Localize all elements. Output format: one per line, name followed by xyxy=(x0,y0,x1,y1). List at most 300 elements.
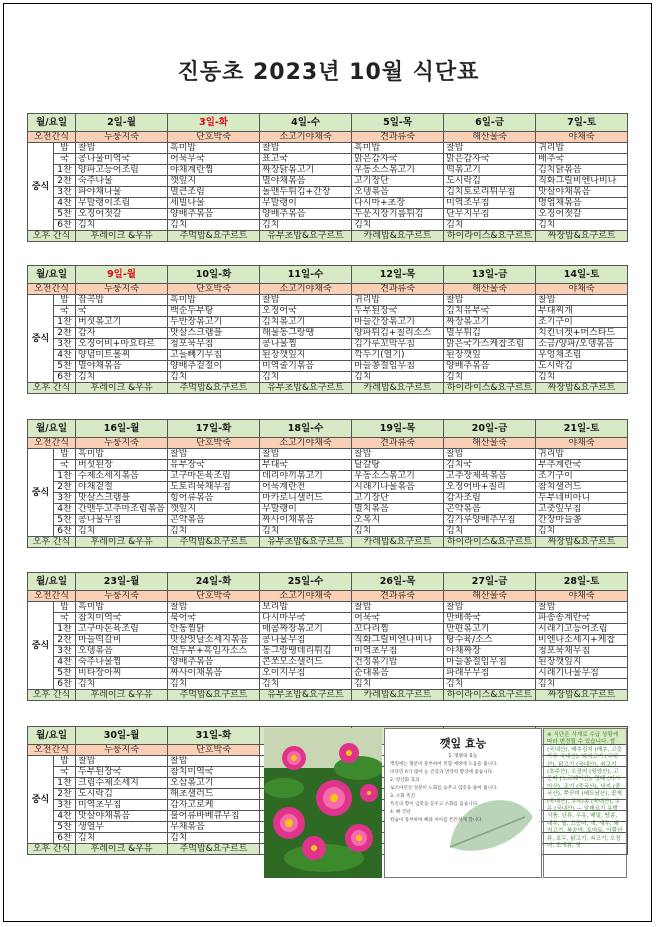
menu-item: 찰밥 xyxy=(536,295,628,306)
menu-item: 김치 xyxy=(260,526,352,537)
am-snack: 견과류죽 xyxy=(352,591,444,602)
week-label: 월/요일 xyxy=(28,420,76,438)
menu-item: 데리야끼볶고기 xyxy=(260,471,352,482)
row-label: 6찬 xyxy=(54,220,76,231)
am-snack: 단호박죽 xyxy=(168,438,260,449)
menu-item: 귀리밥 xyxy=(536,449,628,460)
menu-item: 미역조무침 xyxy=(444,198,536,209)
menu-item: 야채짜장 xyxy=(444,646,536,657)
menu-item: 건정볶기밥 xyxy=(352,657,444,668)
menu-item: 흑미밥 xyxy=(76,602,168,613)
row-label: 1찬 xyxy=(54,317,76,328)
am-snack: 소고기야채죽 xyxy=(260,591,352,602)
menu-item: 찰밥 xyxy=(76,756,168,767)
menu-item: 콩나물무침 xyxy=(76,515,168,526)
pm-snack: 하이라이스&요구르트 xyxy=(444,690,536,701)
perilla-line: 비타민 A가 많아 눈 건강과 면역력 향상에 좋습니다. xyxy=(390,770,494,775)
menu-item: 오뎅볶음 xyxy=(76,646,168,657)
pm-snack: 주먹밥&요구르트 xyxy=(168,231,260,242)
perilla-heading: 1. 영양의 효능 xyxy=(448,754,478,759)
menu-item: 오복지 xyxy=(352,515,444,526)
menu-item: 멸무튀김 xyxy=(444,328,536,339)
menu-item: 멸야채볶음 xyxy=(76,361,168,372)
day-header: 14일-토 xyxy=(536,266,628,284)
row-label: 밥 xyxy=(54,756,76,767)
menu-item: 만배쭉국 xyxy=(444,613,536,624)
menu-item: 된장깻잎지 xyxy=(260,350,352,361)
pm-snack: 하이라이스&요구르트 xyxy=(444,537,536,548)
menu-item: 맛살엿날소세지볶음 xyxy=(168,635,260,646)
week-table-2 xyxy=(27,265,628,394)
menu-item: 맛살야채볶음 xyxy=(76,811,168,822)
pm-snack: 짜장밥&요구르트 xyxy=(536,690,628,701)
menu-item: 떡볶고기 xyxy=(444,165,536,176)
menu-item: 찰밥 xyxy=(260,143,352,154)
cosmos-flower-photo xyxy=(264,728,382,878)
row-label: 4찬 xyxy=(54,198,76,209)
menu-item: 찰밥 xyxy=(260,449,352,460)
day-header: 6일-금 xyxy=(444,114,536,132)
pm-snack: 주먹밥&요구르트 xyxy=(168,690,260,701)
menu-item: 보리밥 xyxy=(260,602,352,613)
pm-snack-label: 오후 간식 xyxy=(28,231,76,242)
menu-item: 김치 xyxy=(352,679,444,690)
menu-item: 오뎅볶음 xyxy=(352,187,444,198)
menu-item: 고기장단 xyxy=(352,493,444,504)
menu-item: 만편볶고기 xyxy=(444,624,536,635)
menu-item: 해초샐러드 xyxy=(168,789,260,800)
menu-item: 직화그릴비엔나비나 xyxy=(352,635,444,646)
menu-item: 국 xyxy=(76,306,168,317)
perilla-line: 로즈마린산 성분이 노화를 늦추고 염증을 줄여 줍니다. xyxy=(390,786,498,791)
lunch-label: 중식 xyxy=(28,602,54,690)
perilla-line: 깻잎에는 철분이 풍부하여 빈혈 예방에 도움을 줍니다. xyxy=(390,762,498,767)
menu-item: 수제소세지볶음 xyxy=(76,471,168,482)
am-snack: 해산물죽 xyxy=(444,591,536,602)
menu-item: 돌맨두튀김+간장 xyxy=(260,187,352,198)
day-header: 4일-수 xyxy=(260,114,352,132)
menu-item: 미역줄기볶음 xyxy=(260,361,352,372)
menu-item: 김치 xyxy=(168,679,260,690)
perilla-line: 4. 뼈 건강 xyxy=(390,810,411,815)
menu-item: 맑은감자국 xyxy=(444,154,536,165)
menu-item: 힝어류볶음 xyxy=(168,493,260,504)
pm-snack: 하이라이스&요구르트 xyxy=(444,231,536,242)
menu-item: 김치 xyxy=(76,372,168,383)
day-header: 9일-월 xyxy=(76,266,168,284)
pm-snack-label: 오후 간식 xyxy=(28,537,76,548)
menu-item: 깻잎지 xyxy=(168,176,260,187)
row-label: 5찬 xyxy=(54,209,76,220)
menu-item: 오징어국 xyxy=(260,306,352,317)
menu-item: 멸야채볶음 xyxy=(260,176,352,187)
pm-snack: 유부초밥&요구르트 xyxy=(260,383,352,394)
menu-item: 소금/양파/오뎅볶음 xyxy=(536,339,628,350)
menu-item: 표고국 xyxy=(260,154,352,165)
menu-item: 김치닭볶음 xyxy=(536,165,628,176)
row-label: 6찬 xyxy=(54,679,76,690)
menu-item: 흑미밥 xyxy=(76,449,168,460)
day-header: 13일-금 xyxy=(444,266,536,284)
menu-item: 두부된장국 xyxy=(352,306,444,317)
day-header: 5일-목 xyxy=(352,114,444,132)
menu-item: 오이지무침 xyxy=(260,668,352,679)
day-header: 26일-목 xyxy=(352,573,444,591)
menu-item: 무말랭이 xyxy=(260,504,352,515)
lunch-label: 중식 xyxy=(28,295,54,383)
am-snack: 견과류죽 xyxy=(352,132,444,143)
menu-item: 김가루양배추무침 xyxy=(444,515,536,526)
menu-item: 김가루꼬막무침 xyxy=(352,339,444,350)
week-label: 월/요일 xyxy=(28,573,76,591)
row-label: 국 xyxy=(54,767,76,778)
menu-item: 찰밥 xyxy=(168,602,260,613)
menu-item: 생열무 xyxy=(76,822,168,833)
menu-item: 버섯된장 xyxy=(76,460,168,471)
menu-item: 김치 xyxy=(168,220,260,231)
menu-item: 김치 xyxy=(536,220,628,231)
am-snack: 해산물죽 xyxy=(444,438,536,449)
menu-item: 양념미트볼찌 xyxy=(76,350,168,361)
menu-item: 마늘쫑절임무침 xyxy=(352,361,444,372)
am-snack: 소고기야채죽 xyxy=(260,438,352,449)
row-label: 1찬 xyxy=(54,624,76,635)
am-snack-label: 오전간식 xyxy=(28,438,76,449)
menu-item: 청포묵채무침 xyxy=(536,646,628,657)
menu-item: 부대국 xyxy=(260,460,352,471)
menu-item: 찰밥 xyxy=(444,295,536,306)
week-table-3 xyxy=(27,419,628,548)
pm-snack-label: 오후 간식 xyxy=(28,690,76,701)
perilla-benefits-panel xyxy=(384,728,542,878)
menu-item: 도토리묵채무침 xyxy=(168,482,260,493)
menu-item: 찰밥 xyxy=(444,449,536,460)
menu-item: 불어류바베큐무침 xyxy=(168,811,260,822)
menu-item: 양배추볶음 xyxy=(260,209,352,220)
menu-item: 김치국 xyxy=(444,460,536,471)
menu-item: 두운지장기름튀김 xyxy=(352,209,444,220)
menu-item: 귀리밥 xyxy=(352,295,444,306)
pm-snack: 주먹밥&요구르트 xyxy=(168,383,260,394)
perilla-line: 특유의 향이 입맛을 돋우고 소화를 돕습니다. xyxy=(390,802,479,807)
row-label: 4찬 xyxy=(54,350,76,361)
lunch-label: 중식 xyxy=(28,449,54,537)
menu-item: 우동소스볶고기 xyxy=(352,165,444,176)
row-label: 1찬 xyxy=(54,778,76,789)
page-title: 진동초 2023년 10월 식단표 xyxy=(177,60,480,85)
row-label: 1찬 xyxy=(54,165,76,176)
row-label: 국 xyxy=(54,154,76,165)
menu-item: 잡곡밥 xyxy=(76,295,168,306)
am-snack: 소고기야채죽 xyxy=(260,132,352,143)
menu-item: 도시락김 xyxy=(444,176,536,187)
pm-snack: 주먹밥&요구르트 xyxy=(168,844,260,855)
menu-item: 연두부+흑임자소스 xyxy=(168,646,260,657)
menu-item: 버섯볶고기 xyxy=(76,317,168,328)
menu-item: 직화그릴비엔나비나 xyxy=(536,176,628,187)
menu-item: 마늘떡갈비 xyxy=(76,635,168,646)
am-snack: 해산물죽 xyxy=(444,284,536,295)
menu-item: 참치샐러드 xyxy=(536,482,628,493)
am-snack: 야채죽 xyxy=(536,438,628,449)
menu-item: 동그랑땡데리튀김 xyxy=(260,646,352,657)
day-header: 18일-수 xyxy=(260,420,352,438)
day-header: 27일-금 xyxy=(444,573,536,591)
menu-item: 맛살스크램블 xyxy=(168,328,260,339)
row-label: 6찬 xyxy=(54,526,76,537)
perilla-line: 2. 항산화 효과 xyxy=(390,778,420,783)
menu-item: 깻잎지 xyxy=(168,504,260,515)
menu-item: 김치 xyxy=(260,372,352,383)
menu-item: 양배추볶음 xyxy=(168,657,260,668)
am-snack-label: 오전간식 xyxy=(28,591,76,602)
day-header: 20일-금 xyxy=(444,420,536,438)
menu-item: 무말랭이조림 xyxy=(76,198,168,209)
menu-item: 유부장국 xyxy=(168,460,260,471)
pm-snack: 후레이크 &우유 xyxy=(76,383,168,394)
menu-item: 고기장단 xyxy=(352,176,444,187)
menu-item: 양파고등어조림 xyxy=(76,165,168,176)
menu-item: 김치 xyxy=(352,372,444,383)
menu-item: 고추장제육볶음 xyxy=(444,471,536,482)
menu-item: 단무지무침 xyxy=(444,209,536,220)
menu-item: 김치 xyxy=(168,526,260,537)
menu-item: 김치 xyxy=(76,526,168,537)
am-snack: 누룽지죽 xyxy=(76,591,168,602)
am-snack: 야채죽 xyxy=(536,284,628,295)
menu-item: 맑은감자국 xyxy=(352,154,444,165)
menu-item: 어묵무국 xyxy=(168,154,260,165)
pm-snack: 짜장밥&요구르트 xyxy=(536,383,628,394)
day-header: 21일-토 xyxy=(536,420,628,438)
menu-item: 김치토로리튀무침 xyxy=(444,187,536,198)
menu-item: 시래기나물볶음 xyxy=(352,482,444,493)
menu-item: 마늘간장볶고기 xyxy=(352,317,444,328)
menu-item: 다시마무국 xyxy=(260,613,352,624)
row-label: 5찬 xyxy=(54,668,76,679)
menu-item: 찰밥 xyxy=(168,449,260,460)
perilla-title: 깻잎 효능 xyxy=(439,737,487,750)
day-header: 3일-화 xyxy=(168,114,260,132)
day-header: 28일-토 xyxy=(536,573,628,591)
day-header: 30일-월 xyxy=(76,727,168,745)
menu-item: 오징어비+마요타르 xyxy=(76,339,168,350)
menu-item: 된장깻잎 xyxy=(444,350,536,361)
menu-item: 김치 xyxy=(352,220,444,231)
row-label: 1찬 xyxy=(54,471,76,482)
perilla-line: 칼슘이 풍부하여 뼈와 치아를 튼튼하게 합니다. xyxy=(390,818,484,823)
menu-item: 콩나물무침 xyxy=(260,635,352,646)
menu-item: 찰밥 xyxy=(536,602,628,613)
menu-item: 고춧잎무침 xyxy=(536,504,628,515)
row-label: 3찬 xyxy=(54,800,76,811)
am-snack: 단호박죽 xyxy=(168,745,260,756)
pm-snack: 하이라이스&요구르트 xyxy=(444,383,536,394)
menu-item: 어묵계란전 xyxy=(260,482,352,493)
menu-item: 김치 xyxy=(444,526,536,537)
pm-snack: 카레밥&요구르트 xyxy=(352,537,444,548)
week-table-4 xyxy=(27,572,628,701)
day-header: 7일-토 xyxy=(536,114,628,132)
menu-item: 맑은국가스케찹조림 xyxy=(444,339,536,350)
pm-snack: 카레밥&요구르트 xyxy=(352,383,444,394)
menu-item: 된장깻잎지 xyxy=(536,657,628,668)
menu-item: 두부네비아니 xyxy=(536,493,628,504)
menu-item: 곤약볶음 xyxy=(168,515,260,526)
row-label: 국 xyxy=(54,306,76,317)
am-snack: 단호박죽 xyxy=(168,284,260,295)
menu-item: 명엽채볶음 xyxy=(536,198,628,209)
pm-snack: 후레이크 &우유 xyxy=(76,537,168,548)
pm-snack: 유부초밥&요구르트 xyxy=(260,690,352,701)
menu-item: 짜사이채볶음 xyxy=(260,515,352,526)
lunch-label: 중식 xyxy=(28,756,54,844)
pm-snack: 후레이크 &우유 xyxy=(76,844,168,855)
row-label: 3찬 xyxy=(54,646,76,657)
menu-item: 고구마돈육조림 xyxy=(168,471,260,482)
row-label: 5찬 xyxy=(54,515,76,526)
menu-item: 김치 xyxy=(76,679,168,690)
am-snack: 단호박죽 xyxy=(168,591,260,602)
menu-item: 찰밥 xyxy=(168,756,260,767)
menu-item: 김치볶고기 xyxy=(260,317,352,328)
menu-item: 도시락김 xyxy=(536,361,628,372)
week-table-1 xyxy=(27,113,628,242)
menu-item: 간맨두고추마조림볶음 xyxy=(76,504,168,515)
row-label: 2찬 xyxy=(54,482,76,493)
pm-snack: 카레밥&요구르트 xyxy=(352,231,444,242)
menu-item: 미역초무침 xyxy=(76,800,168,811)
menu-item: 시래기나물무침 xyxy=(536,668,628,679)
menu-item: 시래기고등어조림 xyxy=(536,624,628,635)
menu-item: 무채볶음 xyxy=(168,822,260,833)
row-label: 3찬 xyxy=(54,493,76,504)
menu-item: 우동소스볶고기 xyxy=(352,471,444,482)
menu-item: 멸큰조림 xyxy=(168,187,260,198)
menu-item: 오삼볶고기 xyxy=(168,778,260,789)
menu-item: 배추국 xyxy=(536,154,628,165)
menu-item: 콩나물찜 xyxy=(260,339,352,350)
menu-item: 김치유부국 xyxy=(444,306,536,317)
menu-item: 부추계란국 xyxy=(536,460,628,471)
menu-item: 찰밥 xyxy=(444,143,536,154)
menu-item: 김치 xyxy=(168,372,260,383)
menu-item: 야채계란찜 xyxy=(168,165,260,176)
pm-snack: 후레이크 &우유 xyxy=(76,231,168,242)
row-label: 밥 xyxy=(54,602,76,613)
menu-item: 멸치볶음 xyxy=(352,504,444,515)
menu-item: 김치 xyxy=(260,679,352,690)
menu-item: 오징어젓갈 xyxy=(536,209,628,220)
menu-item: 백순두부탕 xyxy=(168,306,260,317)
menu-item: 다시마+초장 xyxy=(352,198,444,209)
pm-snack: 주먹밥&요구르트 xyxy=(168,537,260,548)
menu-item: 짜장닭볶고기 xyxy=(260,165,352,176)
menu-item: 양배추볶음 xyxy=(168,209,260,220)
menu-item: 고들빼기무침 xyxy=(168,350,260,361)
menu-item: 김치 xyxy=(444,679,536,690)
menu-item: 달걀탕 xyxy=(352,460,444,471)
day-header: 17일-화 xyxy=(168,420,260,438)
menu-item: 두부된장국 xyxy=(76,767,168,778)
row-label: 3찬 xyxy=(54,187,76,198)
menu-item: 미역초무침 xyxy=(352,646,444,657)
row-label: 4찬 xyxy=(54,811,76,822)
am-snack: 야채죽 xyxy=(536,132,628,143)
row-label: 국 xyxy=(54,460,76,471)
menu-item: 파야채나물 xyxy=(76,187,168,198)
menu-item: 찰밥 xyxy=(444,602,536,613)
menu-item: 김치 xyxy=(444,372,536,383)
am-snack: 단호박죽 xyxy=(168,132,260,143)
row-label: 2찬 xyxy=(54,176,76,187)
menu-item: 청포묵무침 xyxy=(168,339,260,350)
menu-item: 치킨너겟+머스타드 xyxy=(536,328,628,339)
menu-item: 찰밥 xyxy=(352,602,444,613)
menu-item: 김치 xyxy=(76,220,168,231)
day-header: 23일-월 xyxy=(76,573,168,591)
menu-item: 어묵국 xyxy=(352,613,444,624)
menu-item: 숙주나물 xyxy=(76,176,168,187)
menu-item: 김치 xyxy=(168,833,260,844)
week-label: 월/요일 xyxy=(28,266,76,284)
day-header: 16일-월 xyxy=(76,420,168,438)
menu-item: 순대볶음 xyxy=(352,668,444,679)
row-label: 5찬 xyxy=(54,361,76,372)
menu-item: 세빌나물 xyxy=(168,198,260,209)
pm-snack: 유부초밥&요구르트 xyxy=(260,231,352,242)
am-snack: 견과류죽 xyxy=(352,438,444,449)
am-snack: 누룽지죽 xyxy=(76,132,168,143)
day-header: 11일-수 xyxy=(260,266,352,284)
row-label: 2찬 xyxy=(54,635,76,646)
menu-item: 크림수제소세지 xyxy=(76,778,168,789)
am-snack: 누룽지죽 xyxy=(76,745,168,756)
menu-item: 참치미역국 xyxy=(168,767,260,778)
menu-item: 조기구이 xyxy=(536,317,628,328)
row-label: 3찬 xyxy=(54,339,76,350)
menu-item: 해물동그랑땡 xyxy=(260,328,352,339)
menu-item: 파송송계란국 xyxy=(536,613,628,624)
menu-item: 찰밥 xyxy=(352,449,444,460)
am-snack: 소고기야채죽 xyxy=(260,284,352,295)
pm-snack: 후레이크 &우유 xyxy=(76,690,168,701)
menu-item: 양배추겉절이 xyxy=(168,361,260,372)
menu-item: 양파튀김+칠리소스 xyxy=(352,328,444,339)
menu-item: 마카로니샐러드 xyxy=(260,493,352,504)
menu-item: 북어국 xyxy=(168,613,260,624)
menu-item: 귀리밥 xyxy=(536,143,628,154)
row-label: 6찬 xyxy=(54,372,76,383)
row-label: 밥 xyxy=(54,295,76,306)
menu-item: 흑미밥 xyxy=(168,295,260,306)
menu-item: 감자고로케 xyxy=(168,800,260,811)
menu-item: 짜장볶고기 xyxy=(444,317,536,328)
am-snack: 견과류죽 xyxy=(352,284,444,295)
menu-item: 김치 xyxy=(444,220,536,231)
am-snack: 누룽지죽 xyxy=(76,284,168,295)
menu-item: 파래무무침 xyxy=(444,668,536,679)
menu-item: 부대찌개 xyxy=(536,306,628,317)
menu-item: 탕수육/소스 xyxy=(444,635,536,646)
pm-snack: 짜장밥&요구르트 xyxy=(536,231,628,242)
menu-item: 김치 xyxy=(260,220,352,231)
menu-item: 조기구이 xyxy=(536,471,628,482)
row-label: 2찬 xyxy=(54,789,76,800)
menu-item: 도시락김 xyxy=(76,789,168,800)
menu-item: 고구마돈육조림 xyxy=(76,624,168,635)
menu-item: 오징어바+칠리 xyxy=(444,482,536,493)
